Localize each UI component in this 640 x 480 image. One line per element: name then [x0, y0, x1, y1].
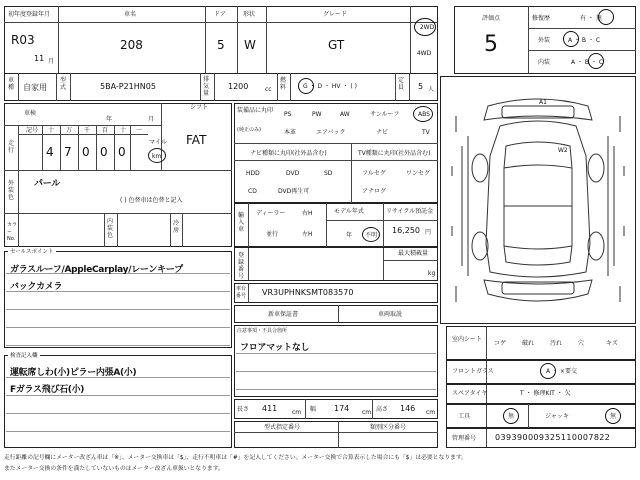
equipment-subtitle: (純正のみ) [237, 127, 261, 133]
shape-label: 形状 [243, 11, 256, 18]
shift-value: FAT [186, 133, 207, 147]
model-year-label: モデル年式 [334, 208, 364, 215]
capacity-label: 定員 [398, 77, 405, 91]
sales-point-label: セールスポイント [10, 249, 54, 255]
equipment-item: ナビ [376, 129, 389, 136]
tools-label: 工具 [458, 413, 471, 420]
warranty-block [234, 305, 438, 323]
width-unit: cm [362, 409, 372, 416]
width-label: 幅 [310, 406, 317, 413]
interior-label: 内装 [538, 59, 551, 66]
grade-label: グレード [323, 11, 348, 18]
mileage-digit: 0 [82, 145, 90, 159]
mileage-digit: 7 [64, 145, 72, 159]
model-label: 型式 [60, 77, 67, 91]
category-label: 車種 [8, 77, 15, 91]
seat-item: コゲ [494, 340, 507, 347]
tv-item: ワンセグ [406, 170, 431, 177]
displacement-label: 排気量 [203, 76, 210, 97]
capacity: 5 [418, 82, 424, 91]
inspector-line-2: Fガラス飛び石(小) [10, 385, 85, 395]
color-note: ( ) 色替車は色替と記入 [120, 197, 183, 204]
km-circle [148, 148, 166, 163]
mileage-digit: 0 [100, 145, 108, 159]
import-right: 右H [302, 210, 313, 217]
front-glass-circle [540, 363, 556, 379]
length-unit: cm [292, 409, 302, 416]
repair-label: 修復歴 [532, 15, 551, 22]
navi-item: CD [248, 188, 257, 195]
tools-circle [503, 408, 519, 424]
type-approval-label: 型式指定番号 [264, 424, 301, 431]
jack-circle [605, 408, 621, 424]
fuel-options: G ・ D ・ HV ・ ( ) [303, 83, 357, 90]
car-diagram [440, 76, 636, 324]
mileage-digit: 4 [46, 145, 54, 159]
category: 自家用 [23, 83, 47, 92]
car-name: 208 [120, 38, 143, 52]
color-value: パール [34, 179, 60, 189]
capacity-unit: 人 [428, 86, 435, 93]
mileage-col-label: 百 [102, 127, 109, 134]
interior-color-label: 内装色 [107, 218, 114, 239]
model-year-unknown: 不明 [365, 232, 378, 239]
sales-point-line-2: バックカメラ [10, 282, 63, 292]
cold-label: 冷房 [173, 220, 180, 234]
registration-label: 登録番号 [238, 252, 245, 280]
recycle-unit: 円 [425, 229, 432, 236]
navi-item: DVD再生可 [278, 188, 310, 195]
drive-2wd-circle [414, 18, 436, 36]
equipment-item: ABS [418, 111, 430, 118]
fuel-circle [298, 78, 314, 94]
length-label: 長さ [237, 406, 250, 413]
footer-line-1: 走行距離の記号欄にメーター改ざん車は「※」、メーター交換車は「$」、走行不明車は「#」を記入してください。メーター交換で合算表示した場合にも「$」は必要となります。 [4, 455, 467, 461]
equipment-item: TV [422, 129, 430, 136]
chassis-number: VR3UPHNKSMT083570 [262, 288, 354, 297]
tv-item: フルセグ [362, 170, 386, 177]
score-label: 評価点 [482, 15, 501, 22]
mileage-col-label: 万 [66, 127, 73, 134]
front-glass-options: A ・ ×要交 [546, 368, 577, 375]
mileage-col-label: 十 [48, 127, 55, 134]
mileage-digit: 0 [118, 145, 126, 159]
height-value: 146 [400, 404, 416, 413]
diagram-mark-w2: W2 [558, 147, 568, 154]
spare-options: T ・ 修理KIT ・ 欠 [520, 390, 571, 397]
registration-month-unit: 月 [48, 58, 55, 65]
interior-options: A ・ B ・ C [571, 59, 604, 66]
max-load-label: 最大積載量 [398, 250, 429, 257]
import-parallel: 並行 [266, 231, 279, 238]
color-label: 外装色 [8, 180, 15, 201]
caution-label: 注意事項・不具合箇所 [237, 328, 288, 334]
sales-point-line-1: ガラスルーフ/AppleCarplay/レーンキープ [10, 265, 183, 275]
mgmt-number: 039390009325110007822 [495, 433, 611, 442]
equipment-item: PW [312, 111, 322, 118]
jack-value: 無 [610, 413, 617, 420]
equipment-item: 本革 [284, 129, 297, 136]
seat-label: 室内シート [452, 336, 483, 343]
seat-item: 破れ [522, 340, 535, 347]
mgmt-label: 管理番号 [452, 435, 477, 442]
color-no-label: カラーNo. [7, 222, 18, 242]
tv-title: TV種類に丸印(社外品含む) [358, 150, 431, 157]
exterior-label: 外装 [538, 37, 551, 44]
door-count: 5 [217, 38, 225, 52]
equipment-item: PS [284, 111, 292, 118]
import-label: 輸入車 [238, 212, 245, 233]
registration-month: 11 [34, 54, 45, 63]
grade: GT [328, 38, 345, 52]
repair-options: 有 ・ 無 [580, 15, 602, 22]
navi-title: ナビ種類に丸印(社外品含む) [250, 150, 327, 157]
tools-value: 無 [508, 413, 515, 420]
chassis-label: 車台番号 [236, 286, 247, 299]
recycle-label: リサイクル預託金 [386, 208, 434, 215]
mileage-col-label: 記号 [26, 127, 39, 134]
height-unit: cm [426, 409, 436, 416]
fuel-label: 燃料 [280, 77, 287, 91]
inspection-label: 車検 [24, 110, 37, 117]
navi-item: DVD [286, 170, 300, 177]
mileage-col-label: 千 [84, 127, 91, 134]
registration-year-label: 初年度登録年月 [8, 11, 51, 18]
equipment-item: エアバック [316, 129, 346, 136]
height-label: 高さ [376, 406, 389, 413]
model-year-unknown-circle [362, 227, 380, 242]
km-label: km [152, 153, 162, 160]
width-value: 174 [334, 404, 350, 413]
shift-label: シフト [190, 104, 209, 111]
jack-label: ジャッキ [545, 413, 569, 420]
mileage-col-label: 一 [136, 127, 143, 134]
caution-text: フロアマットなし [240, 343, 310, 353]
exterior-circle [563, 31, 579, 47]
front-glass-label: フロントガラス [452, 368, 494, 375]
model-code: 5BA-P21HN05 [100, 82, 156, 91]
inspection-year-unit: 年 [106, 116, 113, 123]
navi-item: SD [324, 170, 333, 177]
body-shape: W [244, 38, 256, 52]
import-left: 左H [302, 231, 313, 238]
mile-label: マイル [149, 139, 167, 146]
seat-item: 汚れ [550, 340, 563, 347]
manual-label: 車両取説 [378, 311, 403, 318]
inspection-month-unit: 月 [148, 116, 155, 123]
tv-item: アナログ [362, 188, 387, 195]
door-label: ドア [214, 11, 226, 18]
max-load-unit: kg [428, 270, 436, 277]
inspector-line-1: 運転席しわ(小)ピラー内張A(小) [10, 368, 137, 378]
recycle-amount: 16,250 [392, 226, 420, 235]
length-value: 411 [262, 404, 278, 413]
displacement-unit: cc [265, 86, 272, 93]
import-dealer: ディーラー [256, 210, 286, 217]
footer-line-2: またメーター交換の条件を満たしていないものはメーター改ざん車扱いとなります。 [4, 466, 224, 472]
car-name-label: 車名 [124, 11, 137, 18]
interior-circle [588, 53, 604, 69]
score-value: 5 [484, 32, 498, 57]
exterior-options: A ・ B ・ C [568, 37, 601, 44]
mileage-col-label: 十 [120, 127, 127, 134]
class-label: 類別区分番号 [370, 424, 407, 431]
model-year-unit: 年 [346, 232, 353, 239]
seat-item: キズ [606, 340, 618, 347]
drive-4wd: 4WD [416, 50, 432, 57]
diagram-mark-a1: A1 [539, 99, 547, 106]
navi-item: HDD [246, 170, 260, 177]
equipment-title: 装備品に丸印 [237, 107, 274, 114]
mileage-label: 走行 [8, 140, 15, 154]
equipment-item: AW [340, 111, 350, 118]
abs-circle [413, 106, 433, 122]
repair-circle [598, 9, 614, 25]
inspector-label: 検査記入欄 [10, 353, 38, 359]
registration-year: R03 [11, 33, 35, 47]
seat-item: 穴 [578, 340, 585, 347]
equipment-item: サンルーフ [370, 111, 400, 118]
displacement: 1200 [228, 82, 249, 91]
warranty-label: 新車保証書 [268, 311, 299, 318]
spare-label: スペアタイヤ [452, 390, 488, 397]
drive-2wd: 2WD [419, 24, 435, 31]
